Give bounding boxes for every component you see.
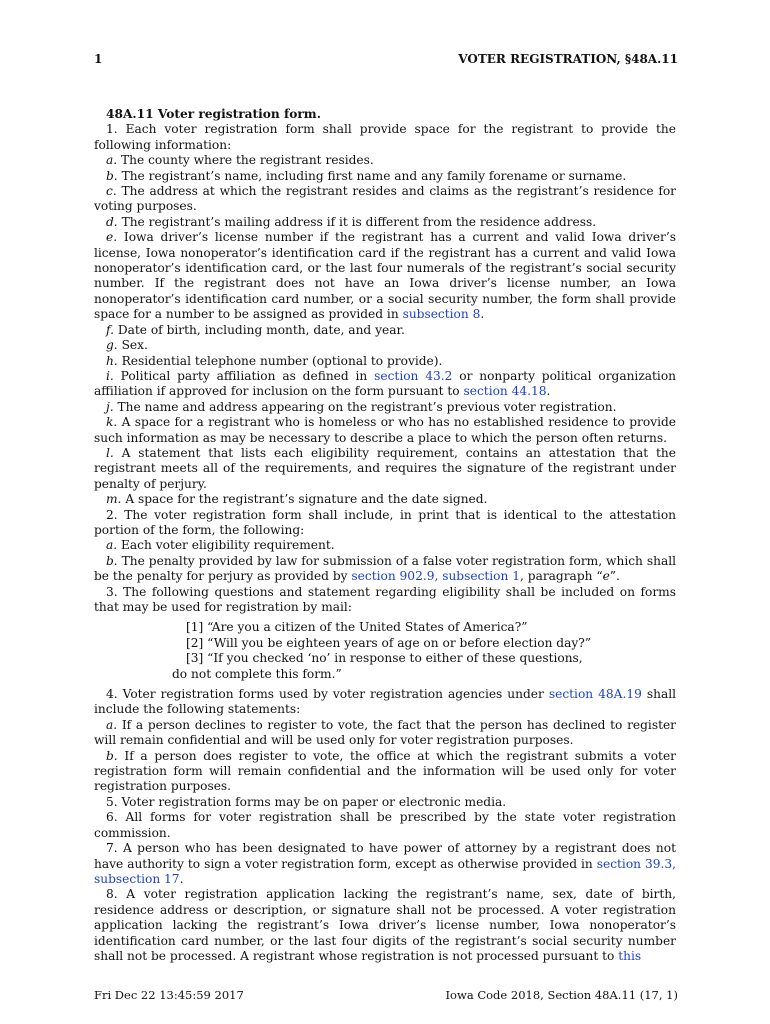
link-section-43-2[interactable]: section 43.2 — [374, 368, 453, 383]
item-4b: b. If a person does register to vote, the office at which the registrant submits a voter registration form will remain confidential and the information will be used only for voter registration purposes. — [94, 748, 676, 794]
item-2a: a. Each voter eligibility requirement. — [106, 538, 335, 553]
running-title: VOTER REGISTRATION, §48A.11 — [458, 52, 678, 66]
paragraph-4: 4. Voter registration forms used by voter registration agencies under section 48A.19 shall include the following statements: — [94, 687, 677, 717]
paragraph-6: 6. All forms for voter registration shall be prescribed by the state voter registration commission. — [94, 810, 676, 840]
eligibility-questions — [94, 620, 676, 682]
item-1d: d. The registrant’s mailing address if it is different from the residence address. — [106, 214, 597, 229]
item-1a: a. The county where the registrant resides. — [106, 153, 374, 168]
page-number: 1 — [94, 52, 103, 66]
paragraph-5: 5. Voter registration forms may be on paper or electronic media. — [106, 794, 507, 809]
paragraph-3: 3. The following questions and statement regarding eligibility shall be included on forms that may be used for registration by mail: — [94, 584, 676, 614]
question-3: [3] “If you checked ‘no’ in response to either of these questions, — [186, 651, 583, 666]
item-1j: j. The name and address appearing on the registrant’s previous voter registration. — [106, 399, 617, 414]
section-title: 48A.11 Voter registration form. — [106, 107, 321, 121]
link-section-902-9[interactable]: section 902.9, subsection 1 — [351, 569, 521, 584]
question-2: [2] “Will you be eighteen years of age on or before election day?” — [186, 635, 592, 650]
link-subsection-8[interactable]: subsection 8 — [402, 307, 481, 322]
footer-citation: Iowa Code 2018, Section 48A.11 (17, 1) — [445, 988, 678, 1002]
document-body — [94, 107, 676, 964]
link-section-44-18[interactable]: section 44.18 — [463, 384, 547, 399]
page-footer — [94, 988, 678, 1004]
footer-timestamp: Fri Dec 22 13:45:59 2017 — [94, 988, 244, 1002]
question-1: [1] “Are you a citizen of the United States of America?” — [186, 620, 528, 635]
item-1c: c. The address at which the registrant resides and claims as the registrant’s residence for voting purposes. — [94, 184, 677, 214]
link-section-39-3[interactable]: section 39.3, subsection 17 — [94, 856, 676, 886]
question-3-continued: do not complete this form.” — [172, 666, 342, 681]
item-1h: h. Residential telephone number (optional to provide). — [106, 353, 443, 368]
item-1f: f. Date of birth, including month, date, and year. — [106, 322, 405, 337]
paragraph-1: 1. Each voter registration form shall provide space for the registrant to provide the following information: — [94, 122, 676, 152]
item-1m: m. A space for the registrant’s signature and the date signed. — [106, 492, 488, 507]
item-1l: l. A statement that lists each eligibility requirement, contains an attestation that the registrant meets all of the requirements, and requires the signature of the registrant under penalty of perjury. — [94, 445, 676, 491]
paragraph-8: 8. A voter registration application lacking the registrant’s name, sex, date of birth, residence address or description, or signature shall not be processed. A voter registration application lacking the registrant’s Iowa driver’s license number, Iowa nonoperator’s identification card number, or the last four digits of the registrant’s social security number shall not be processed. A registrant whose registration is not processed pursuant to this — [94, 887, 676, 963]
page-header — [94, 52, 678, 70]
paragraph-7: 7. A person who has been designated to have power of attorney by a registrant does not have authority to sign a voter registration form, except as otherwise provided in section 39.3, subsection 17. — [94, 841, 676, 886]
item-1b: b. The registrant’s name, including first name and any family forename or surname. — [106, 168, 627, 183]
item-4a: a. If a person declines to register to vote, the fact that the person has declined to register will remain confidential and will be used only for voter registration purposes. — [94, 717, 677, 748]
item-1g: g. Sex. — [106, 338, 148, 353]
link-section-48a-19[interactable]: section 48A.19 — [548, 687, 642, 702]
item-2b: b. The penalty provided by law for submission of a false voter registration form, which shall be the penalty for perjury as provided by section 902.9, subsection 1, paragraph “e”. — [94, 553, 677, 584]
item-1i: i. Political party affiliation as defined in section 43.2 or nonparty political organization affiliation if approved for inclusion on the form pursuant to section 44.18. — [94, 368, 677, 399]
item-1e: e. Iowa driver’s license number if the registrant has a current and valid Iowa driver’s license, Iowa nonoperator’s identification card if the registrant has a current and valid Iowa nonoperator’s identification card, or the last four numerals of the registrant’s social security number. If the registrant does not have an Iowa driver’s license number, an Iowa nonoperator’s identification card number, or a social security number, the form shall provide space for a number to be assigned as provided in subsection 8. — [94, 230, 676, 322]
link-this[interactable]: this — [618, 948, 642, 963]
item-1k: k. A space for a registrant who is homeless or who has no established residence to provide such information as may be necessary to describe a place to which the person often returns. — [94, 415, 676, 445]
paragraph-2: 2. The voter registration form shall include, in print that is identical to the attestation portion of the form, the following: — [94, 507, 676, 537]
